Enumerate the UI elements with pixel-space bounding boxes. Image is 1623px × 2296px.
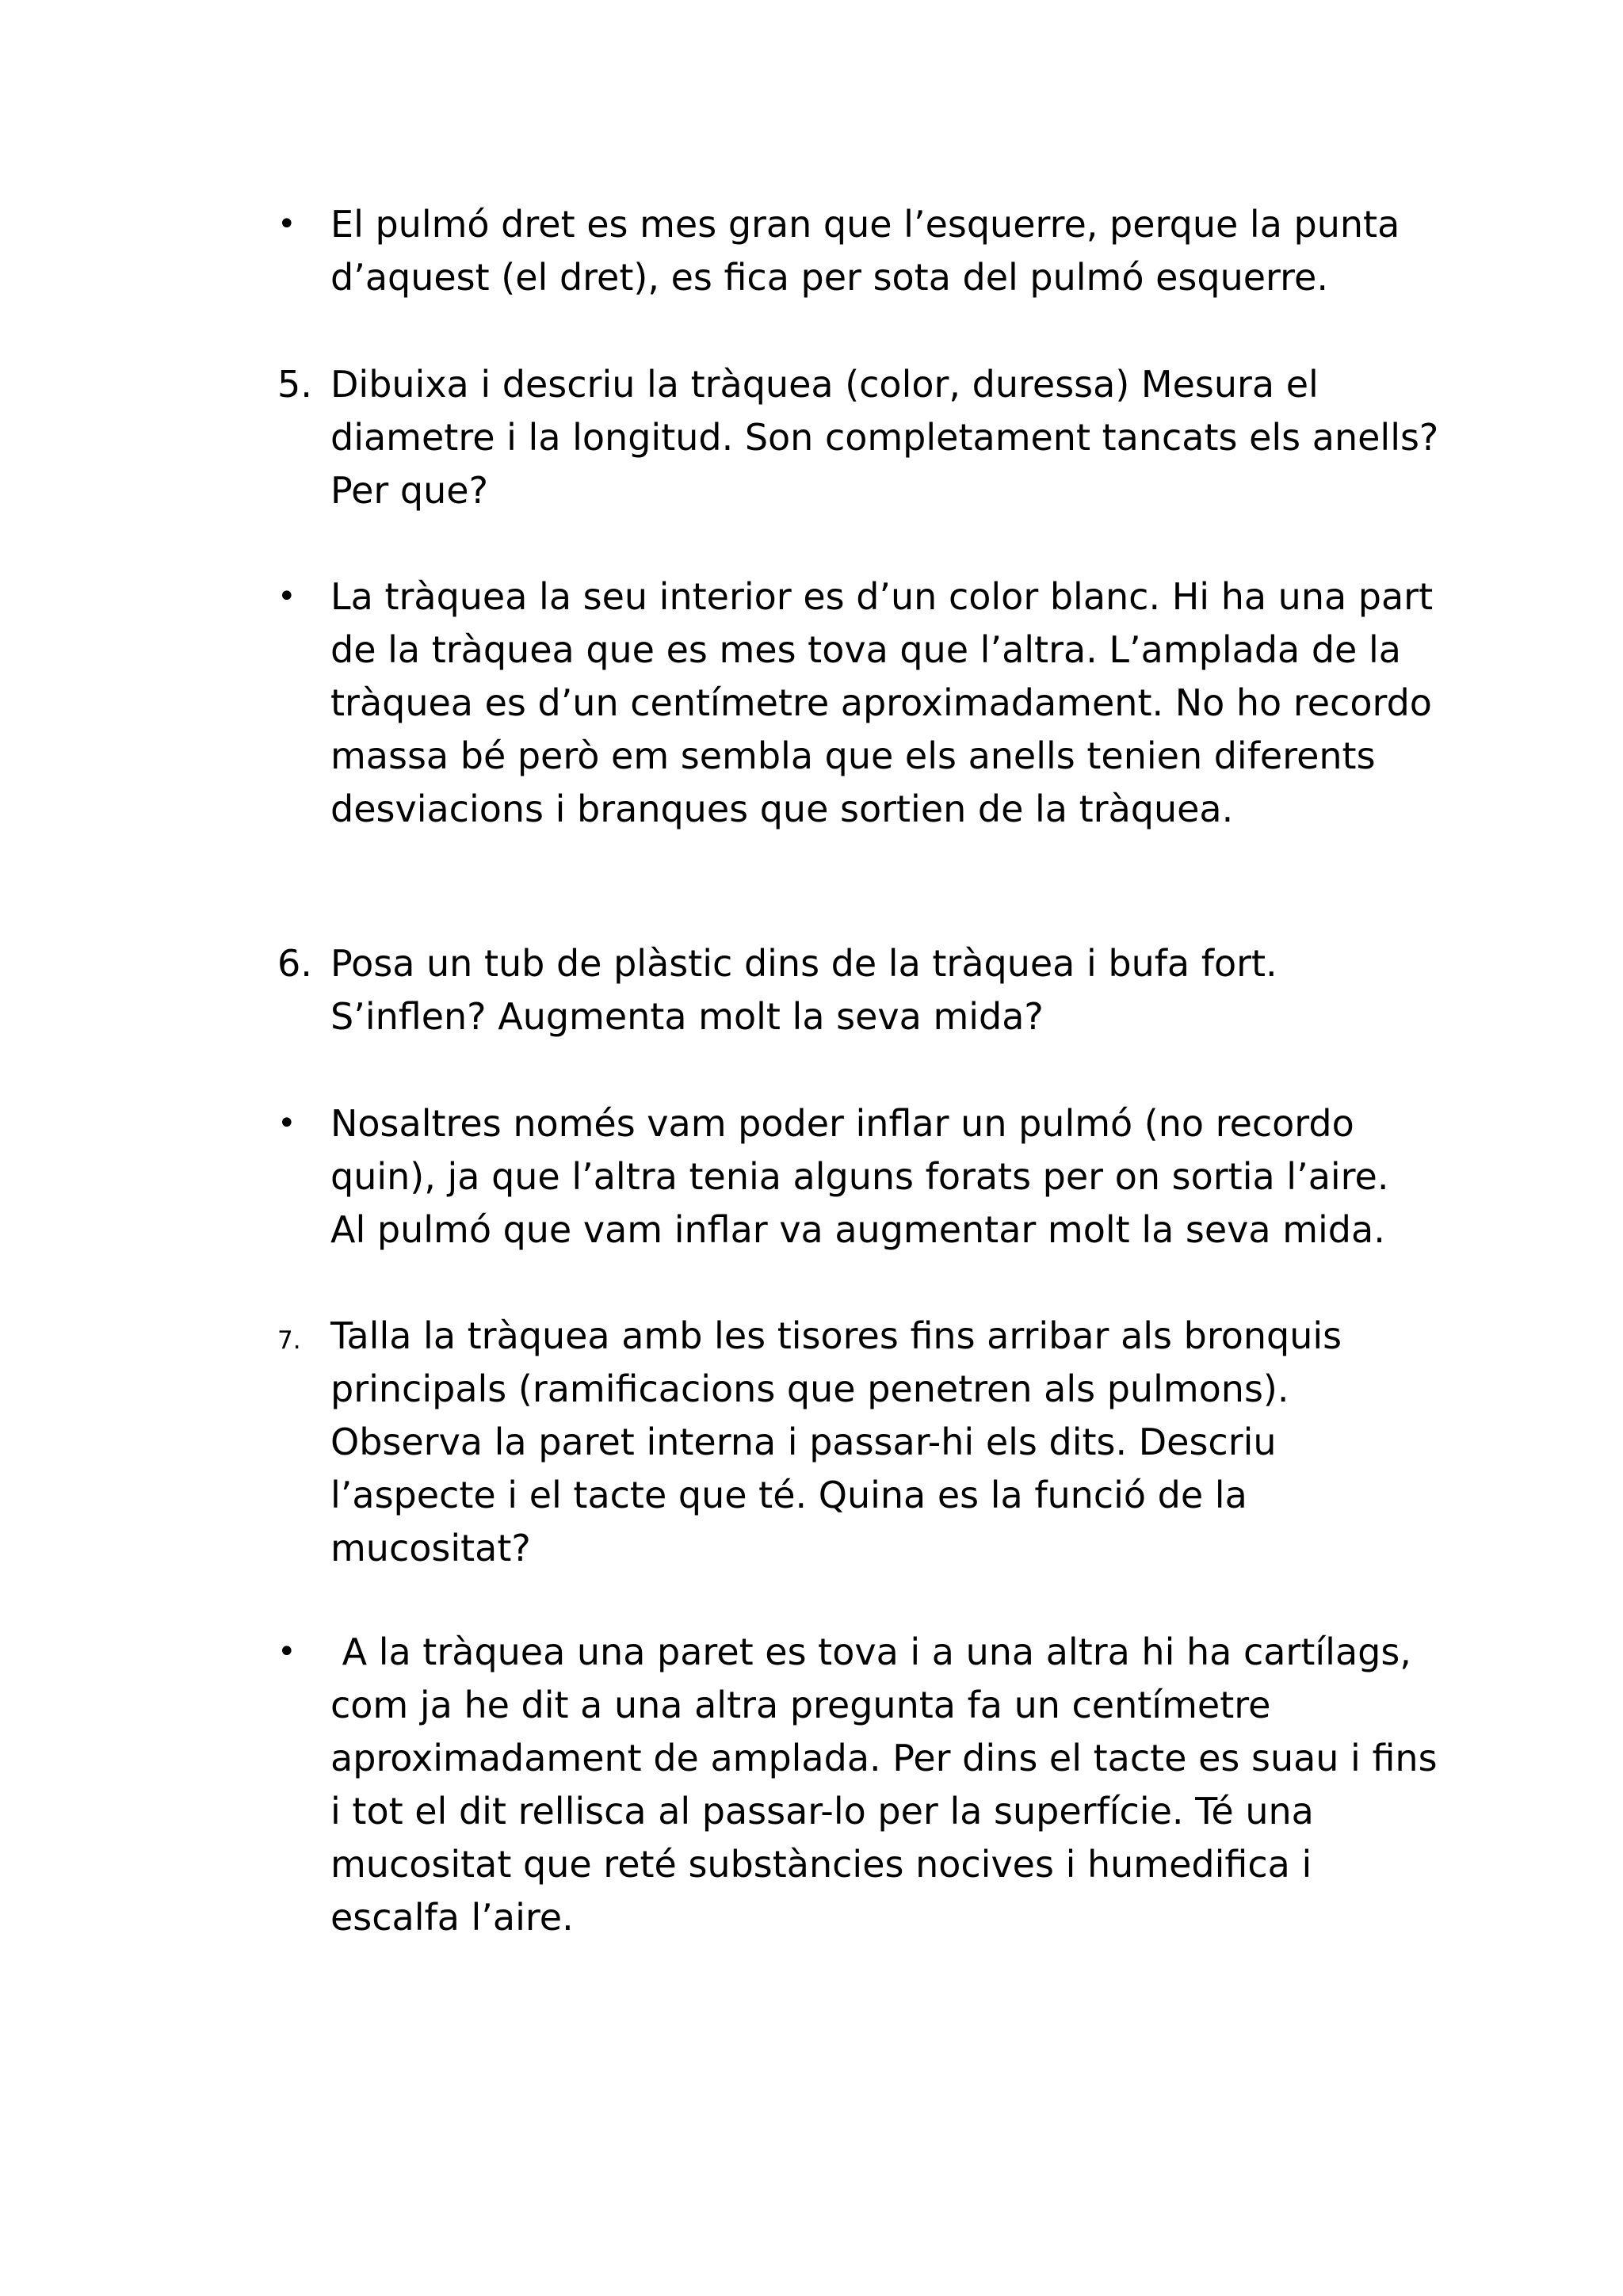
text-line: quin), ja que l’altra tenia alguns forats per on sortia l’aire.: [330, 1155, 1389, 1198]
question-text: [330, 1310, 1450, 1575]
text-line: Al pulmó que vam inflar va augmentar molt la seva mida.: [330, 1208, 1385, 1251]
text-line: S’inflen? Augmenta molt la seva mida?: [330, 995, 1044, 1038]
text-line: escalfa l’aire.: [330, 1896, 574, 1939]
text-line: Talla la tràquea amb les tisores fins arribar als bronquis: [330, 1314, 1342, 1357]
text-line: principals (ramificacions que penetren als pulmons).: [330, 1367, 1289, 1410]
text-line: Observa la paret interna i passar-hi els dits. Descriu: [330, 1421, 1277, 1463]
question-text: [330, 358, 1450, 517]
bullet-marker: •: [277, 578, 296, 615]
text-line: mucositat que reté substàncies nocives i humedifica i: [330, 1843, 1312, 1886]
text-line: El pulmó dret es mes gran que l’esquerre, perque la punta: [330, 203, 1400, 246]
text-line: Posa un tub de plàstic dins de la tràquea i bufa fort.: [330, 942, 1277, 985]
text-line: i tot el dit rellisca al passar-lo per la superfície. Té una: [330, 1790, 1314, 1833]
text-line: l’aspecte i el tacte que té. Quina es la funció de la: [330, 1474, 1247, 1516]
text-line: tràquea es d’un centímetre aproximadament. No ho recordo: [330, 681, 1432, 724]
text-line: diametre i la longitud. Son completament tancats els anells?: [330, 416, 1439, 459]
bullet-marker: •: [277, 206, 296, 242]
text-line: d’aquest (el dret), es fica per sota del pulmó esquerre.: [330, 256, 1328, 299]
answer-text: [330, 570, 1450, 836]
answer-text: [330, 1097, 1450, 1257]
answer-text: [330, 1626, 1450, 1944]
item-text: [330, 198, 1450, 304]
text-line: massa bé però em sembla que els anells tenien diferents: [330, 734, 1376, 777]
text-line: Dibuixa i descriu la tràquea (color, duressa) Mesura el: [330, 363, 1319, 406]
bullet-marker: •: [277, 1105, 296, 1142]
text-line: de la tràquea que es mes tova que l’altra. L’amplada de la: [330, 628, 1401, 671]
question-number: 5.: [277, 363, 312, 406]
question-number: 7.: [277, 1326, 301, 1355]
bullet-marker: •: [277, 1634, 296, 1670]
text-line: La tràquea la seu interior es d’un color blanc. Hi ha una part: [330, 575, 1434, 618]
question-number: 6.: [277, 942, 312, 985]
text-line: aproximadament de amplada. Per dins el tacte es suau i fins: [330, 1737, 1438, 1779]
text-line: desviacions i branques que sortien de la tràquea.: [330, 788, 1234, 830]
text-line: Nosaltres només vam poder inflar un pulmó (no recordo: [330, 1102, 1354, 1145]
text-line: mucositat?: [330, 1527, 531, 1569]
text-line: Per que?: [330, 469, 489, 512]
text-line: com ja he dit a una altra pregunta fa un centímetre: [330, 1684, 1271, 1726]
text-line: A la tràquea una paret es tova i a una altra hi ha cartílags,: [330, 1630, 1411, 1673]
question-text: [330, 937, 1450, 1043]
